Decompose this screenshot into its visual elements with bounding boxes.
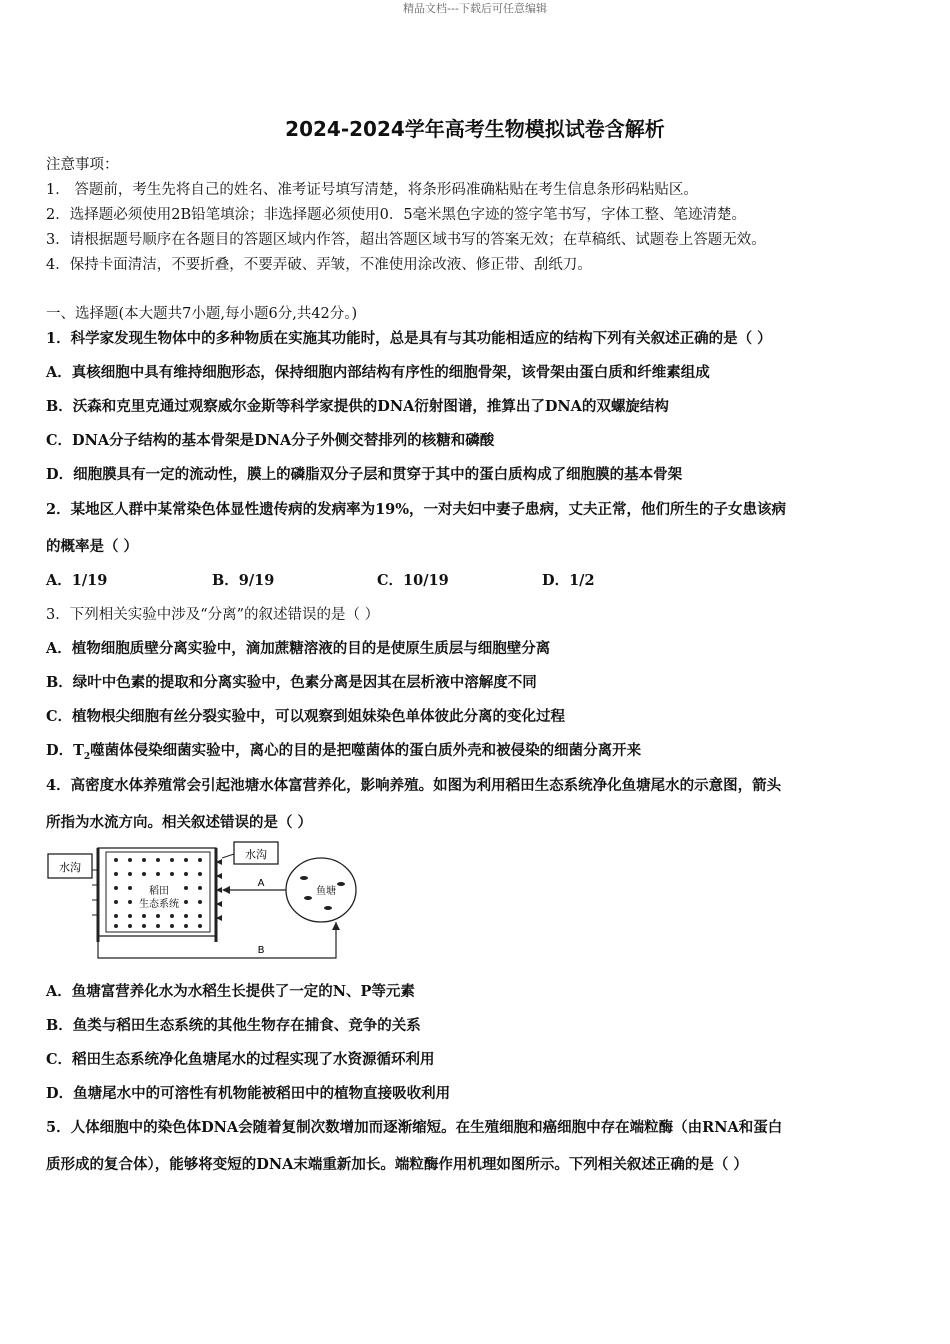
field-label-1: 稻田 (149, 886, 169, 897)
arrow-b-label: B (257, 945, 265, 956)
section-heading: 一、选择题(本大题共7小题,每小题6分,共42分。) (46, 306, 358, 322)
question-3-stem: 3．下列相关实验中涉及“分离”的叙述错误的是（ ） (46, 607, 380, 623)
question-3-option-d (46, 739, 920, 762)
arrow-a-label: A (257, 878, 265, 889)
pond-label: 鱼塘 (316, 886, 336, 897)
question-4-option-b: B．鱼类与稻田生态系统的其他生物存在捕食、竞争的关系 (46, 1017, 421, 1034)
page-title: 2024-2024学年高考生物模拟试卷含解析 (285, 117, 665, 141)
notice-item: 1． 答题前，考生先将自己的姓名、准考证号填写清楚，将条形码准确粘贴在考生信息条形码粘贴区。 (46, 182, 698, 198)
notice-item: 2．选择题必须使用2B铅笔填涂；非选择题必须使用0．5毫米黑色字迹的签字笔书写，字体工整、笔迹清楚。 (46, 207, 747, 223)
question-4-option-d: D．鱼塘尾水中的可溶性有机物能被稻田中的植物直接吸收利用 (46, 1085, 451, 1102)
notice-heading: 注意事项： (46, 157, 119, 173)
question-4-option-c: C．稻田生态系统净化鱼塘尾水的过程实现了水资源循环利用 (46, 1051, 435, 1068)
left-ditch-label: 水沟 (59, 861, 81, 874)
subscript: 2 (83, 751, 91, 762)
question-4-stem-cont: 所指为水流方向。相关叙述错误的是（ ） (46, 814, 313, 831)
question-1-option-b: B．沃森和克里克通过观察威尔金斯等科学家提供的DNA衍射图谱，推算出了DNA的双螺旋结构 (46, 398, 669, 415)
question-3-option-c: C．植物根尖细胞有丝分裂实验中，可以观察到姐妹染色单体彼此分离的变化过程 (46, 708, 566, 725)
rice-field-diagram (46, 840, 366, 969)
notice-item: 3．请根据题号顺序在各题目的答题区域内作答，超出答题区域书写的答案无效；在草稿纸、试题卷上答题无效。 (46, 232, 766, 248)
question-3-option-b: B．绿叶中色素的提取和分离实验中，色素分离是因其在层析液中溶解度不同 (46, 674, 537, 691)
question-2-option-b: B．9/19 (212, 572, 275, 589)
right-ditch-label: 水沟 (245, 848, 267, 861)
question-4-stem: 4．高密度水体养殖常会引起池塘水体富营养化，影响养殖。如图为利用稻田生态系统净化鱼塘尾水的示意图，箭头 (46, 777, 782, 794)
question-1-stem: 1．科学家发现生物体中的多种物质在实施其功能时，总是具有与其功能相适应的结构下列有关叙述正确的是（ ） (46, 330, 772, 347)
header-note: 精品文档---下载后可任意编辑 (403, 2, 547, 15)
question-1-option-a: A．真核细胞中具有维持细胞形态，保持细胞内部结构有序性的细胞骨架，该骨架由蛋白质和纤维素组成 (46, 364, 710, 381)
question-2-option-a: A．1/19 (46, 572, 108, 589)
question-1-option-c: C．DNA分子结构的基本骨架是DNA分子外侧交替排列的核糖和磷酸 (46, 432, 495, 449)
question-2-stem: 2．某地区人群中某常染色体显性遗传病的发病率为19%，一对夫妇中妻子患病，丈夫正常，他们所生的子女患该病 (46, 501, 787, 518)
question-5-stem: 5．人体细胞中的染色体DNA会随着复制次数增加而逐渐缩短。在生殖细胞和癌细胞中存在端粒酶（由RNA和蛋白 (46, 1119, 783, 1136)
question-2-option-c: C．10/19 (377, 572, 449, 589)
question-2-stem-cont: 的概率是（ ） (46, 538, 139, 555)
option-d-text: 噬菌体侵染细菌实验中，离心的目的是把噬菌体的蛋白质外壳和被侵染的细菌分离开来 (90, 742, 642, 759)
question-5-stem-cont: 质形成的复合体），能够将变短的DNA末端重新加长。端粒酶作用机理如图所示。下列相关叙述正确的是（ ） (46, 1156, 748, 1173)
field-label-2: 生态系统 (139, 899, 179, 910)
question-2-option-d: D．1/2 (542, 572, 595, 589)
question-3-option-a: A．植物细胞质壁分离实验中，滴加蔗糖溶液的目的是使原生质层与细胞壁分离 (46, 640, 551, 657)
question-4-option-a: A．鱼塘富营养化水为水稻生长提供了一定的N、P等元素 (46, 983, 415, 1000)
question-1-option-d: D．细胞膜具有一定的流动性，膜上的磷脂双分子层和贯穿于其中的蛋白质构成了细胞膜的基本骨架 (46, 466, 683, 483)
option-d-prefix: D．T (46, 742, 84, 759)
notice-item: 4．保持卡面清洁，不要折叠，不要弄破、弄皱，不准使用涂改液、修正带、刮纸刀。 (46, 257, 592, 273)
